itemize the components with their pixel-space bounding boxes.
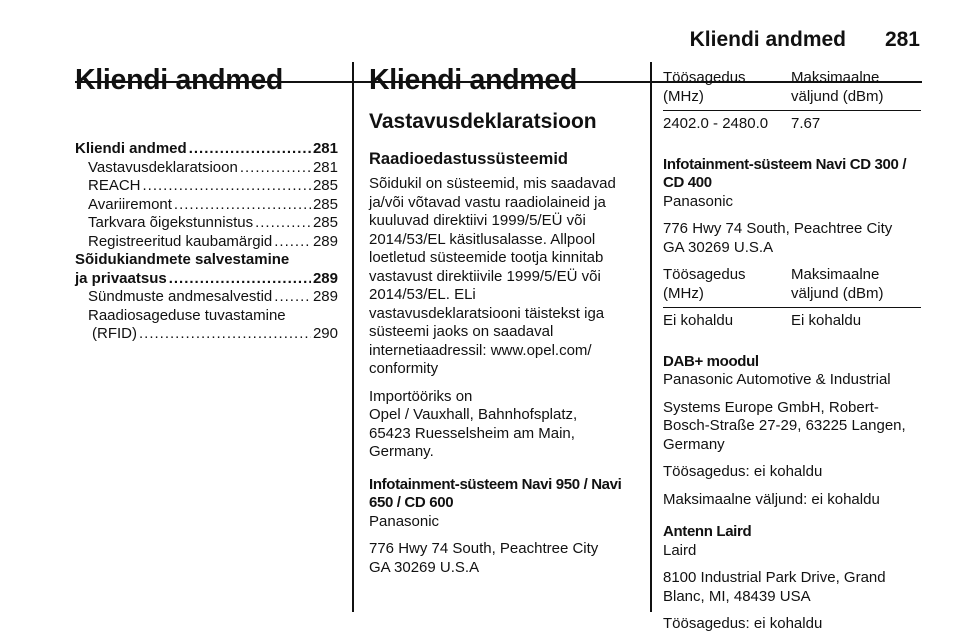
content-column-3 <box>663 62 925 634</box>
toc-label: Registreeritud kaubamärgid <box>88 232 273 250</box>
text-line: (MHz) <box>663 284 704 302</box>
address <box>369 540 635 577</box>
frequency-text: Töösagedus: ei kohaldu <box>663 463 823 480</box>
bold-heading <box>369 476 635 513</box>
toc-entry[interactable] <box>75 270 338 289</box>
subsubsection-title: Raadioedastussüsteemid <box>369 150 568 168</box>
text-line: conformity <box>369 360 439 377</box>
text-line: CD 400 <box>663 174 712 191</box>
text-line: 2014/53/EL. ELi <box>369 286 476 303</box>
toc-entry-line[interactable]: Raadiosageduse tuvastamine <box>88 306 286 324</box>
toc-entry-line[interactable]: Sõidukiandmete salvestamine <box>75 251 290 268</box>
bold-heading: Antenn Laird <box>663 523 752 540</box>
address <box>663 399 925 455</box>
table-cell: 2402.0 - 2480.0 <box>663 115 769 132</box>
text-line: Germany. <box>369 443 434 460</box>
toc-page: 285 <box>312 195 338 213</box>
frequency-table <box>663 69 925 134</box>
text-line: Importööriks on <box>369 387 473 405</box>
manufacturer: Panasonic Automotive & Industrial <box>663 371 891 388</box>
table-cell: Ei kohaldu <box>791 312 862 329</box>
toc-label: ja privaatsus <box>75 269 167 287</box>
text-line: 65423 Ruesselsheim am Main, <box>369 424 575 442</box>
text-line: Töösagedus <box>663 69 746 86</box>
toc-page: 289 <box>312 232 338 250</box>
table-cell: Ei kohaldu <box>663 312 734 329</box>
toc-page: 281 <box>312 140 338 157</box>
text-line: vastavust direktiivile 1999/5/EÜ või <box>369 267 601 285</box>
toc-entry[interactable] <box>75 159 338 178</box>
text-line: Germany <box>663 435 725 453</box>
running-head <box>0 28 960 54</box>
text-line: ja/või võtavad vastu raadiolaineid ja <box>369 193 606 211</box>
text-line: GA 30269 U.S.A <box>663 238 774 256</box>
paragraph <box>369 175 635 379</box>
table-of-contents <box>75 140 338 344</box>
manufacturer: Panasonic <box>663 192 734 210</box>
power-text: Maksimaalne väljund: ei kohaldu <box>663 490 880 508</box>
toc-page: 289 <box>312 288 338 305</box>
toc-page: 290 <box>312 325 338 342</box>
text-line: Blanc, MI, 48439 USA <box>663 587 811 605</box>
toc-page: 285 <box>312 177 338 194</box>
table-header <box>791 69 921 106</box>
toc-entry[interactable] <box>75 140 338 159</box>
text-line: 2014/53/EL käsitlusalasse. Allpool <box>369 230 596 248</box>
toc-entry[interactable] <box>75 233 338 252</box>
text-line: GA 30269 U.S.A <box>369 558 480 576</box>
text-line: vastavusdeklaratsiooni täistekst iga <box>369 304 605 322</box>
paragraph <box>369 388 635 462</box>
table-header <box>663 266 791 303</box>
manufacturer: Laird <box>663 541 697 559</box>
text-line: Töösagedus <box>663 266 746 283</box>
toc-label: Sündmuste andmesalvestid <box>88 288 273 305</box>
chapter-title: Kliendi andmed <box>75 64 283 96</box>
table-separator <box>663 110 921 111</box>
text-line: Infotainment-süsteem Navi CD 300 / <box>663 155 907 173</box>
bold-heading <box>663 156 925 193</box>
table-header <box>663 69 791 106</box>
text-line: Bosch-Straße 27-29, 63225 Langen, <box>663 417 906 434</box>
frequency-table <box>663 266 925 331</box>
text-line: 650 / CD 600 <box>369 494 454 511</box>
text-line: internetiaadressil: www.opel.com/ <box>369 341 592 359</box>
table-cell: 7.67 <box>791 115 821 132</box>
manufacturer: Panasonic <box>369 512 440 530</box>
toc-column <box>75 62 338 344</box>
address <box>663 569 925 606</box>
toc-entry[interactable] <box>75 196 338 215</box>
text-line: 8100 Industrial Park Drive, Grand <box>663 569 886 586</box>
column-divider <box>650 62 652 612</box>
content-column-2 <box>369 62 635 577</box>
toc-page: 285 <box>312 214 338 231</box>
address <box>663 220 925 257</box>
text-line: Maksimaalne <box>791 69 880 86</box>
running-head-title: Kliendi andmed <box>689 28 846 51</box>
toc-label: REACH <box>88 177 141 194</box>
toc-label: Vastavusdeklaratsioon <box>88 158 238 176</box>
section-title: Kliendi andmed <box>369 64 577 96</box>
toc-page: 289 <box>312 269 338 287</box>
column-divider <box>352 62 354 612</box>
toc-entry[interactable] <box>75 288 338 307</box>
text-line: 776 Hwy 74 South, Peachtree City <box>663 220 893 237</box>
text-line: Systems Europe GmbH, Robert- <box>663 398 879 416</box>
text-line: väljund (dBm) <box>791 284 884 302</box>
frequency-text: Töösagedus: ei kohaldu <box>663 615 823 632</box>
bold-heading: DAB+ moodul <box>663 352 759 370</box>
toc-label: Tarkvara õigekstunnistus <box>88 214 254 231</box>
text-line: 776 Hwy 74 South, Peachtree City <box>369 540 599 557</box>
toc-label: (RFID) <box>92 325 137 342</box>
toc-label: Avariiremont <box>88 195 172 213</box>
text-line: (MHz) <box>663 87 704 105</box>
text-line: Infotainment-süsteem Navi 950 / Navi <box>369 475 622 493</box>
subsection-title: Vastavusdeklaratsioon <box>369 110 597 133</box>
text-line: Maksimaalne <box>791 266 880 283</box>
text-line: süsteemi jaoks on saadaval <box>369 323 554 340</box>
toc-entry[interactable] <box>75 214 338 233</box>
toc-page: 281 <box>312 158 338 176</box>
text-line: loetletud süsteemide tootja kinnitab <box>369 249 604 266</box>
text-line: Opel / Vauxhall, Bahnhofsplatz, <box>369 406 578 423</box>
toc-entry[interactable] <box>75 177 338 196</box>
toc-entry[interactable] <box>75 325 338 344</box>
text-line: kuuluvad direktiivi 1999/5/EÜ või <box>369 212 586 229</box>
table-header <box>791 266 921 303</box>
text-line: Sõidukil on süsteemid, mis saadavad <box>369 175 616 192</box>
page-number: 281 <box>884 28 920 51</box>
table-separator <box>663 307 921 308</box>
text-line: väljund (dBm) <box>791 87 884 105</box>
toc-label: Kliendi andmed <box>75 140 187 157</box>
